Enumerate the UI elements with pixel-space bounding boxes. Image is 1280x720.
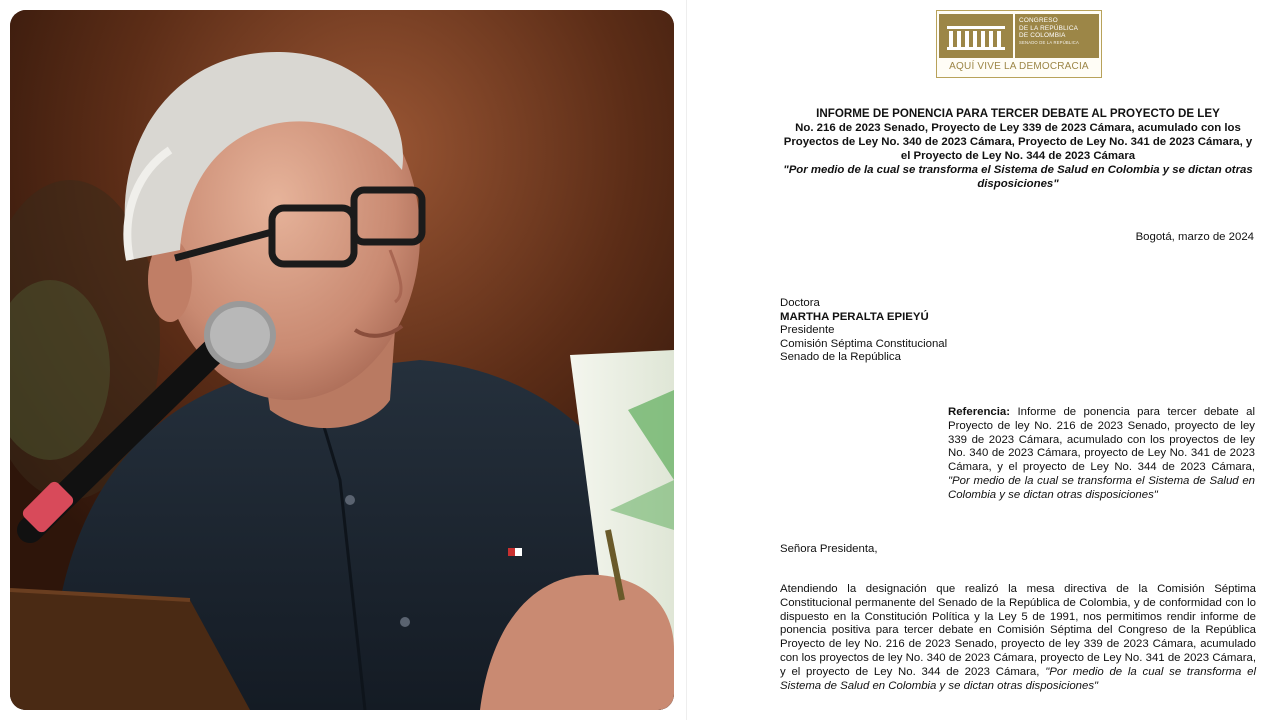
title-line-1: INFORME DE PONENCIA PARA TERCER DEBATE AL PROYECTO DE LEY	[816, 107, 1220, 120]
addressee-commission: Comisión Séptima Constitucional	[780, 337, 948, 350]
addressee-block	[780, 297, 947, 365]
title-italic: "Por medio de la cual se transforma el Sistema de Salud en Colombia y se dictan otras disposiciones"	[783, 164, 1253, 190]
logo-name-line: DE LA REPÚBLICA	[1019, 24, 1079, 32]
logo-name-line: DE COLOMBIA	[1019, 32, 1066, 40]
greeting: Señora Presidenta,	[780, 543, 878, 555]
logo-name	[1015, 14, 1099, 58]
capitol-emblem	[939, 14, 1013, 58]
capitol-columns-icon	[947, 26, 1005, 50]
reference-label: Referencia:	[948, 406, 1011, 418]
document-title	[780, 107, 1256, 191]
document-page	[700, 0, 1280, 720]
title-rest: No. 216 de 2023 Senado, Proyecto de Ley 339 de 2023 Cámara, acumulado con los Proyectos de Ley No. 340 de 2023 Cámara, Proyecto de Ley No. 341 de 2023 Cámara, y el Proyecto de Ley No. 344 de 2023 Cámara	[783, 122, 1253, 162]
body-paragraph	[780, 583, 1256, 693]
panel-divider	[686, 0, 687, 720]
addressee-salutation: Doctora	[780, 297, 820, 309]
photo-illustration	[10, 10, 674, 710]
addressee-role: Presidente	[780, 324, 835, 337]
addressee-body: Senado de la República	[780, 351, 901, 364]
logo-name-line: CONGRESO	[1019, 17, 1058, 24]
congress-logo	[936, 10, 1102, 78]
logo-name-subline: SENADO DE LA REPÚBLICA	[1019, 39, 1080, 45]
reference-text: Informe de ponencia para tercer debate al Proyecto de ley No. 216 de 2023 Senado, proyecto de ley 339 de 2023 Cámara, acumulado con los proyectos de ley No. 340 de 2023 Cámara, proyecto de Ley No. 341 de 2023 Cámara, y el proyecto de Ley No. 344 de 2023 Cámara,	[948, 406, 1255, 474]
reference-italic: "Por medio de la cual se transforma el Sistema de Salud en Colombia y se dictan otras disposiciones"	[948, 474, 1255, 501]
document-date: Bogotá, marzo de 2024	[1135, 231, 1254, 243]
body-italic: "Por medio de la cual se transforma el Sistema de Salud en Colombia y se dictan otras disposiciones"	[780, 665, 1256, 692]
speaker-photo	[10, 10, 674, 710]
addressee-name: MARTHA PERALTA EPIEYÚ	[780, 310, 929, 323]
body-text: Atendiendo la designación que realizó la mesa directiva de la Comisión Séptima Constitucional permanente del Senado de la República de Colombia, y de conformidad con lo dispuesto en la Constitución Política y la Ley 5 de 1991, nos permitimos rendir informe de ponencia positiva para tercer debate en Comisión Séptima del Congreso de la República Proyecto de ley No. 216 de 2023 Senado, proyecto de ley 339 de 2023 Cámara, acumulado con los proyectos de ley No. 340 de 2023 Cámara, proyecto de Ley No. 341 de 2023 Cámara, y el proyecto de Ley No. 344 de 2023 Cámara,	[780, 583, 1256, 678]
reference-block	[948, 406, 1255, 503]
logo-slogan: AQUÍ VIVE LA DEMOCRACIA	[949, 61, 1089, 72]
